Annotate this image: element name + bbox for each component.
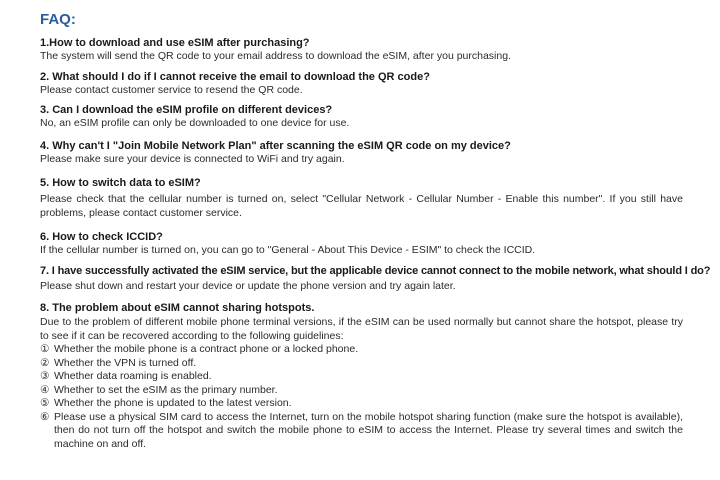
faq-answer-8: Due to the problem of different mobile phone terminal versions, if the eSIM can be used normally but cannot share the hotspot, please try to see if it can be recovered according to the following guidelines:: [40, 316, 683, 342]
faq-item-4: [40, 139, 683, 167]
guideline-number: ③: [40, 370, 50, 382]
guideline-text: Please use a physical SIM card to access the Internet, turn on the mobile hotspot sharing function (make sure the hotspot is available), then do not turn off the hotspot and switch the mobile phone to eSIM to access the Internet. Please try several times and switch the machine on and off.: [54, 410, 683, 450]
guideline-number: ⑤: [40, 397, 50, 409]
guideline-number: ②: [40, 356, 50, 369]
faq-question-2: 2. What should I do if I cannot receive the email to download the QR code?: [40, 70, 430, 83]
faq-answer-1: The system will send the QR code to your email address to download the eSIM, after you purchasing.: [40, 50, 511, 62]
guideline-item: [40, 411, 683, 452]
faq-item-3: [40, 103, 683, 131]
faq-question-1: 1.How to download and use eSIM after purchasing?: [40, 37, 310, 49]
faq-answer-2: Please contact customer service to resend the QR code.: [40, 83, 303, 96]
faq-item-1: [40, 36, 683, 64]
guideline-text: Whether data roaming is enabled.: [54, 370, 212, 382]
faq-question-5: 5. How to switch data to eSIM?: [40, 177, 201, 189]
guideline-item: [40, 397, 683, 411]
faq-answer-3: No, an eSIM profile can only be downloaded to one device for use.: [40, 117, 350, 129]
faq-question-8: 8. The problem about eSIM cannot sharing hotspots.: [40, 302, 315, 314]
guideline-item: [40, 343, 683, 357]
guideline-text: Whether the VPN is turned off.: [54, 356, 197, 369]
guideline-item: [40, 384, 683, 398]
guideline-number: ④: [40, 383, 50, 396]
guideline-text: Whether the phone is updated to the latest version.: [54, 397, 292, 409]
faq-item-5: [40, 176, 683, 220]
guideline-number: ①: [40, 343, 50, 355]
faq-question-3: 3. Can I download the eSIM profile on different devices?: [40, 104, 333, 116]
faq-answer-6: If the cellular number is turned on, you can go to "General - About This Device - ESIM" to check the ICCID.: [40, 244, 536, 256]
faq-page: [40, 10, 711, 451]
faq-question-4: 4. Why can't I "Join Mobile Network Plan" after scanning the eSIM QR code on my device?: [40, 139, 511, 152]
guideline-text: Whether to set the eSIM as the primary number.: [54, 383, 278, 396]
faq-answer-5: Please check that the cellular number is turned on, select "Cellular Network - Cellular Number - Enable this number". If you still have problems, please contact customer service.: [40, 193, 683, 219]
faq-answer-7: Please shut down and restart your device or update the phone version and try again later.: [40, 279, 456, 292]
guideline-text: Whether the mobile phone is a contract phone or a locked phone.: [54, 343, 359, 355]
faq-answer-4: Please make sure your device is connected to WiFi and try again.: [40, 152, 345, 165]
faq-item-2: [40, 70, 683, 98]
guideline-item: [40, 370, 683, 384]
faq-item-7: [40, 264, 711, 294]
guideline-list: [40, 343, 683, 451]
page-title: FAQ:: [40, 11, 76, 28]
faq-question-6: 6. How to check ICCID?: [40, 231, 163, 243]
guideline-number: ⑥: [40, 410, 50, 423]
faq-item-8: [40, 301, 683, 451]
guideline-item: [40, 357, 683, 371]
faq-item-6: [40, 230, 683, 258]
faq-question-7: 7. I have successfully activated the eSIM service, but the applicable device cannot connect to the mobile network, what should I do?: [40, 264, 711, 277]
